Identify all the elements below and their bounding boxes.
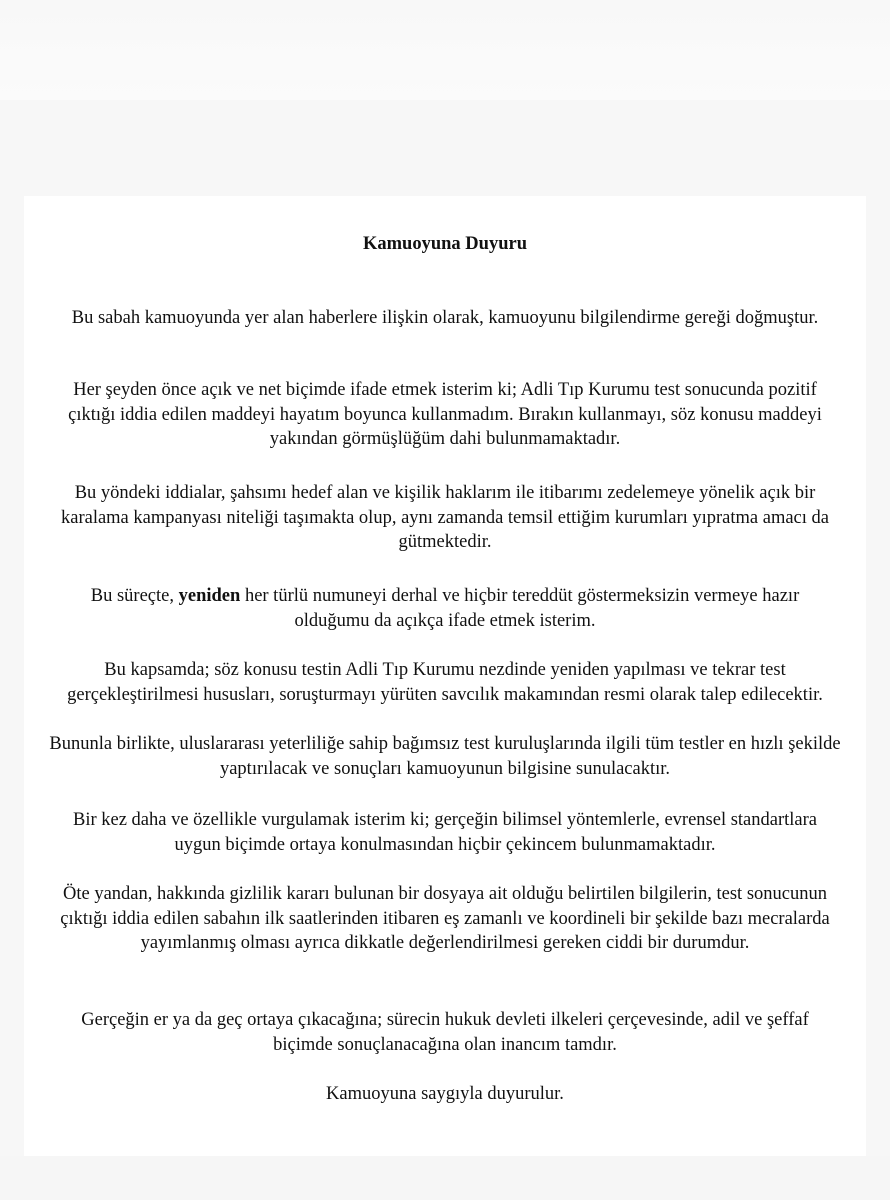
paragraph-sample xyxy=(60,584,830,633)
top-background xyxy=(0,0,890,100)
closing-line: Kamuoyuna saygıyla duyurulur. xyxy=(326,1084,564,1104)
announcement-document xyxy=(24,196,866,1156)
paragraph-truth: Gerçeğin er ya da geç ortaya çıkacağına; sürecin hukuk devleti ilkeleri çerçevesinde, adil ve şeffaf biçimde sonuçlanacağına olan inancım tamdır. xyxy=(81,1010,809,1055)
paragraph-confidentiality: Öte yandan, hakkında gizlilik kararı bulunan bir dosyaya ait olduğu belirtilen bilgilerin, test sonucunun çıktığı iddia edilen sabahın ilk saatlerinden itibaren eş zamanlı ve koordineli bir şekilde bazı mecralarda yayımlanmış olması ayrıca dikkatle değerlendirilmesi gereken ciddi bir durumdur. xyxy=(60,884,830,953)
paragraph-retest-request: Bu kapsamda; söz konusu testin Adli Tıp Kurumu nezdinde yeniden yapılması ve tekrar test gerçekleştirilmesi hususları, soruşturmayı yürüten savcılık makamından resmi olarak talep edilecektir. xyxy=(67,660,823,705)
paragraph-sample-end: her türlü numuneyi derhal ve hiçbir tereddüt göstermeksizin vermeye hazır olduğumu da açıkça ifade etmek isterim. xyxy=(240,586,800,631)
paragraph-denial: Her şeyden önce açık ve net biçimde ifade etmek isterim ki; Adli Tıp Kurumu test sonucunda pozitif çıktığı iddia edilen maddeyi hayatım boyunca kullanmadım. Bırakın kullanmayı, söz konusu maddeyi yakından görmüşlüğüm dahi bulunmamaktadır. xyxy=(68,380,822,449)
emphasis-yeniden: yeniden xyxy=(178,586,241,606)
paragraph-independent-tests: Bununla birlikte, uluslararası yeterliliğe sahip bağımsız test kuruluşlarında ilgili tüm testler en hızlı şekilde yaptırılacak ve sonuçları kamuoyunun bilgisine sunulacaktır. xyxy=(49,734,841,779)
paragraph-allegations: Bu yöndeki iddialar, şahsımı hedef alan ve kişilik haklarım ile itibarımı zedelemeye yönelik açık bir karalama kampanyası niteliği taşımakta olup, aynı zamanda temsil ettiğim kurumları yıpratma amacı da gütmektedir. xyxy=(60,483,829,552)
bottom-background xyxy=(0,1156,890,1200)
document-title: Kamuoyuna Duyuru xyxy=(363,234,527,254)
paragraph-sample-start: Bu süreçte, xyxy=(90,586,179,606)
paragraph-scientific-methods: Bir kez daha ve özellikle vurgulamak isterim ki; gerçeğin bilimsel yöntemlerle, evrensel standartlara uygun biçimde ortaya konulmasından hiçbir çekincem bulunmamaktadır. xyxy=(72,810,818,855)
paragraph-intro: Bu sabah kamuoyunda yer alan haberlere ilişkin olarak, kamuoyunu bilgilendirme gereği doğmuştur. xyxy=(71,308,819,328)
